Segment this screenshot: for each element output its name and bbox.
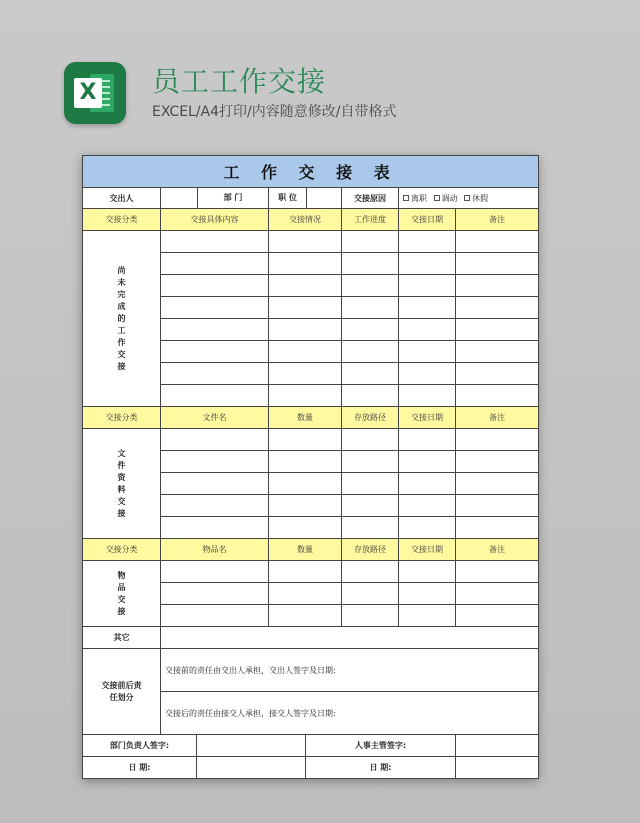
table-cell[interactable] [399,517,456,539]
table-cell[interactable] [399,429,456,451]
table-cell[interactable] [342,451,399,473]
table-cell[interactable] [399,561,456,583]
form-title: 工 作 交 接 表 [83,156,539,188]
date2-label: 日 期: [306,757,456,779]
table-cell[interactable] [161,341,269,363]
dept-head-sign-label: 部门负责人签字: [83,735,197,757]
table-cell[interactable] [342,297,399,319]
table-cell[interactable] [342,363,399,385]
header-cell: 交接分类 [83,407,161,429]
table-cell[interactable] [161,561,269,583]
header-cell: 交接日期 [399,209,456,231]
date2-value[interactable] [456,757,539,779]
header-cell: 数量 [269,407,342,429]
responsibility-label: 交接前后责任划分 [83,649,161,735]
table-cell[interactable] [456,341,539,363]
header-cell: 存放路径 [342,539,399,561]
table-cell[interactable] [342,253,399,275]
table-cell[interactable] [269,451,342,473]
table-cell[interactable] [456,363,539,385]
table-cell[interactable] [399,495,456,517]
section2-header-row [83,407,539,429]
header-cell: 工作进度 [342,209,399,231]
table-cell[interactable] [269,363,342,385]
table-cell[interactable] [342,473,399,495]
table-cell[interactable] [456,473,539,495]
table-cell[interactable] [399,605,456,627]
table-cell[interactable] [342,495,399,517]
table-cell[interactable] [456,495,539,517]
hr-head-sign-label: 人事主管签字: [306,735,456,757]
table-cell[interactable] [269,561,342,583]
reason-options [399,188,539,209]
table-cell[interactable] [399,473,456,495]
table-cell[interactable] [399,231,456,253]
table-cell[interactable] [456,517,539,539]
table-cell[interactable] [342,341,399,363]
table-cell[interactable] [161,605,269,627]
table-cell[interactable] [456,583,539,605]
table-cell[interactable] [269,473,342,495]
position-value[interactable] [307,188,341,208]
dept-head-sign-value[interactable] [197,735,306,757]
table-cell[interactable] [456,429,539,451]
table-cell[interactable] [399,451,456,473]
table-cell[interactable] [456,297,539,319]
table-cell[interactable] [342,583,399,605]
header-cell: 交接情况 [269,209,342,231]
table-cell[interactable] [456,561,539,583]
excel-logo-icon [64,62,126,124]
table-cell[interactable] [161,297,269,319]
table-cell[interactable] [269,341,342,363]
table-cell[interactable] [161,495,269,517]
handover-person-value[interactable] [161,188,198,208]
table-cell[interactable] [456,253,539,275]
table-cell[interactable] [456,385,539,407]
table-cell[interactable] [269,583,342,605]
section3-header-row [83,539,539,561]
header-cell: 存放路径 [342,407,399,429]
table-cell[interactable] [456,605,539,627]
table-cell[interactable] [269,275,342,297]
header-cell: 数量 [269,539,342,561]
table-cell[interactable] [269,517,342,539]
position-label: 职 位 [269,188,307,208]
table-cell[interactable] [342,385,399,407]
table-cell[interactable] [161,451,269,473]
table-cell[interactable] [269,253,342,275]
header-cell: 文件名 [161,407,269,429]
option-vacation: 休假 [472,193,489,203]
section1-label: 尚未完成的工作交接 [83,231,161,407]
table-cell[interactable] [399,363,456,385]
table-cell[interactable] [161,363,269,385]
table-cell[interactable] [342,275,399,297]
date1-value[interactable] [197,757,306,779]
page-subtitle: EXCEL/A4打印/内容随意修改/自带格式 [152,104,397,120]
table-cell[interactable] [161,583,269,605]
table-cell[interactable] [342,319,399,341]
table-cell[interactable] [269,231,342,253]
header-cell: 备注 [456,209,539,231]
table-cell[interactable] [456,275,539,297]
handover-person-label: 交出人 [83,188,161,209]
checkbox-leave[interactable] [403,195,409,201]
section2-label: 文件资料交接 [83,429,161,539]
table-cell[interactable] [161,429,269,451]
table-cell[interactable] [161,473,269,495]
department-label: 部 门 [223,193,243,202]
table-cell[interactable] [456,319,539,341]
table-cell[interactable] [161,319,269,341]
table-cell[interactable] [399,341,456,363]
table-cell[interactable] [269,495,342,517]
responsibility-before[interactable]: 交接前的责任由交出人承担，交出人签字及日期: [161,649,539,692]
table-cell[interactable] [269,319,342,341]
table-cell[interactable] [161,385,269,407]
table-cell[interactable] [399,253,456,275]
checkbox-transfer[interactable] [434,195,440,201]
header-cell: 备注 [456,539,539,561]
table-cell[interactable] [399,319,456,341]
table-cell[interactable] [399,275,456,297]
reason-label: 交接原因 [342,188,399,209]
header-cell: 交接具体内容 [161,209,269,231]
table-cell[interactable] [399,385,456,407]
header-cell: 交接分类 [83,209,161,231]
table-cell[interactable] [342,231,399,253]
table-cell[interactable] [161,517,269,539]
option-transfer: 调动 [441,193,458,203]
table-cell[interactable] [161,275,269,297]
section1-header-row [83,209,539,231]
table-cell[interactable] [342,561,399,583]
table-cell[interactable] [161,231,269,253]
table-cell[interactable] [269,429,342,451]
other-value[interactable] [161,627,539,649]
header-cell: 物品名 [161,539,269,561]
checkbox-vacation[interactable] [464,195,470,201]
responsibility-after[interactable]: 交接后的责任由接交人承担，接交人签字及日期: [161,692,539,735]
table-cell[interactable] [342,429,399,451]
header-cell: 交接分类 [83,539,161,561]
table-cell[interactable] [269,605,342,627]
table-cell[interactable] [269,297,342,319]
header-cell: 交接日期 [399,407,456,429]
handover-form [82,155,539,779]
excel-x-letter: X [74,78,102,108]
header-cell: 交接日期 [399,539,456,561]
header-cell: 备注 [456,407,539,429]
table-cell[interactable] [399,583,456,605]
table-cell[interactable] [399,297,456,319]
option-leave: 离职 [411,193,427,203]
section3-label: 物品交接 [83,561,161,627]
date1-label: 日 期: [83,757,197,779]
other-label: 其它 [83,627,161,649]
table-cell[interactable] [342,517,399,539]
table-cell[interactable] [456,231,539,253]
form-sheet [82,155,538,778]
hr-head-sign-value[interactable] [456,735,539,757]
page-title: 员工工作交接 [152,65,327,98]
table-cell[interactable] [456,451,539,473]
table-cell[interactable] [269,385,342,407]
table-cell[interactable] [161,253,269,275]
table-cell[interactable] [342,605,399,627]
